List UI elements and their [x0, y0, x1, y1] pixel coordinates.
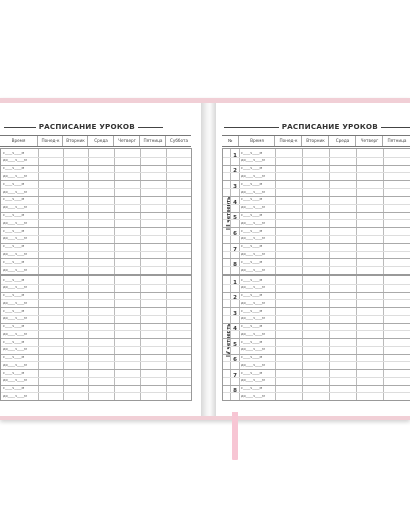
lesson-number: 3 — [233, 184, 237, 191]
row-divider — [1, 369, 191, 370]
row-divider — [1, 323, 191, 324]
header-thursday: Четверг — [113, 136, 140, 146]
header-thursday: Четверг — [355, 136, 383, 146]
time-from-field: с____ч____м — [3, 244, 25, 249]
time-from-field: с____ч____м — [3, 308, 25, 313]
left-page — [0, 103, 201, 416]
time-to-field: до____ч____м — [241, 189, 265, 194]
lesson-number: 1 — [233, 152, 237, 159]
time-to-field: до____ч____м — [3, 205, 27, 210]
right-schedule-block-q4 — [222, 275, 410, 401]
time-from-field: с____ч____м — [241, 277, 263, 282]
time-from-field: с____ч____м — [3, 259, 25, 264]
time-from-field: с____ч____м — [3, 386, 25, 390]
left-header-row — [0, 135, 191, 147]
right-page-title-wrap — [224, 122, 410, 131]
header-friday: Пятница — [139, 136, 166, 146]
row-divider — [1, 338, 191, 339]
bookmark-ribbon — [232, 412, 238, 460]
lesson-number: 5 — [233, 341, 237, 348]
time-to-field: до____ч____м — [241, 252, 265, 257]
time-to-field: до____ч____м — [3, 173, 27, 178]
title-rule — [4, 127, 36, 128]
time-from-field: с____ч____м — [3, 197, 25, 202]
time-to-field: до____ч____м — [3, 220, 27, 225]
header-wednesday: Среда — [87, 136, 114, 146]
time-to-field: до____ч____м — [3, 158, 27, 163]
title-rule — [381, 127, 410, 128]
time-to-field: до____ч____м — [241, 331, 265, 336]
time-to-field: до____ч____м — [3, 189, 27, 194]
time-from-field: с____ч____м — [3, 370, 25, 375]
left-page-title: РАСПИСАНИЕ УРОКОВ — [38, 122, 135, 131]
row-subdivider — [1, 266, 191, 267]
lesson-number: 1 — [233, 279, 237, 286]
lesson-number: 4 — [233, 199, 237, 206]
left-schedule-block-2 — [0, 275, 192, 401]
row-subdivider — [1, 315, 191, 316]
row-subdivider — [1, 204, 191, 205]
time-from-field: с____ч____м — [241, 370, 263, 375]
row-divider — [1, 165, 191, 166]
time-to-field: до____ч____м — [241, 362, 265, 367]
row-subdivider — [1, 157, 191, 158]
time-to-field: до____ч____м — [241, 173, 265, 178]
row-subdivider — [1, 361, 191, 362]
time-from-field: с____ч____м — [3, 324, 25, 328]
title-rule — [138, 127, 163, 128]
time-from-field: с____ч____м — [241, 324, 263, 328]
quarter-label-q3: III четверть — [226, 196, 232, 230]
time-from-field: с____ч____м — [241, 259, 263, 264]
header-saturday: Суббота — [165, 136, 192, 146]
left-page-title-wrap — [4, 122, 163, 131]
row-divider — [1, 212, 191, 213]
time-from-field: с____ч____м — [3, 213, 25, 217]
lesson-number: 6 — [233, 230, 237, 237]
time-to-field: до____ч____м — [3, 362, 27, 367]
title-rule — [224, 127, 279, 128]
time-to-field: до____ч____м — [241, 158, 265, 163]
row-subdivider — [1, 219, 191, 220]
time-to-field: до____ч____м — [3, 316, 27, 321]
time-from-field: с____ч____м — [241, 197, 263, 202]
row-subdivider — [1, 377, 191, 378]
lesson-number: 7 — [233, 246, 237, 253]
row-subdivider — [1, 346, 191, 347]
right-header-row — [222, 135, 410, 147]
row-divider — [1, 196, 191, 197]
time-to-field: до____ч____м — [3, 393, 27, 398]
time-from-field: с____ч____м — [3, 166, 25, 171]
time-to-field: до____ч____м — [3, 378, 27, 383]
time-from-field: с____ч____м — [241, 339, 263, 344]
header-monday: Понед-к — [274, 136, 302, 146]
lesson-number: 3 — [233, 310, 237, 317]
lesson-number: 7 — [233, 372, 237, 379]
row-subdivider — [1, 330, 191, 331]
time-from-field: с____ч____м — [241, 150, 263, 155]
row-divider — [1, 292, 191, 293]
left-schedule-block-1 — [0, 148, 192, 275]
row-subdivider — [1, 235, 191, 236]
time-from-field: с____ч____м — [241, 293, 263, 297]
header-time: Время — [11, 138, 26, 143]
row-subdivider — [1, 172, 191, 173]
time-from-field: с____ч____м — [241, 228, 263, 233]
time-to-field: до____ч____м — [3, 347, 27, 352]
time-to-field: до____ч____м — [241, 347, 265, 352]
time-from-field: с____ч____м — [241, 308, 263, 313]
time-to-field: до____ч____м — [3, 267, 27, 272]
lesson-number: 8 — [233, 262, 237, 269]
time-from-field: с____ч____м — [3, 339, 25, 344]
header-monday: Понед-к — [37, 136, 63, 146]
row-divider — [1, 385, 191, 386]
right-page — [216, 103, 410, 416]
time-from-field: с____ч____м — [3, 181, 25, 186]
time-to-field: до____ч____м — [241, 285, 265, 290]
lesson-number: 2 — [233, 295, 237, 302]
time-to-field: до____ч____м — [3, 300, 27, 305]
time-to-field: до____ч____м — [3, 252, 27, 257]
lesson-number: 5 — [233, 215, 237, 222]
header-number: № — [227, 138, 233, 143]
row-divider — [1, 307, 191, 308]
header-tuesday: Вторник — [301, 136, 329, 146]
row-divider — [1, 354, 191, 355]
lesson-number: 8 — [233, 388, 237, 395]
time-from-field: с____ч____м — [241, 181, 263, 186]
time-from-field: с____ч____м — [3, 355, 25, 359]
row-subdivider — [1, 251, 191, 252]
time-from-field: с____ч____м — [3, 150, 25, 155]
row-divider — [1, 180, 191, 181]
row-subdivider — [1, 188, 191, 189]
lesson-number: 2 — [233, 168, 237, 175]
time-to-field: до____ч____м — [3, 285, 27, 290]
time-to-field: до____ч____м — [241, 267, 265, 272]
row-subdivider — [1, 392, 191, 393]
time-to-field: до____ч____м — [241, 300, 265, 305]
time-from-field: с____ч____м — [3, 293, 25, 297]
lesson-number: 6 — [233, 357, 237, 364]
time-from-field: с____ч____м — [3, 277, 25, 282]
right-schedule-block-q3 — [222, 148, 410, 275]
quarter-label-q4: IV четверть — [226, 323, 232, 357]
row-subdivider — [1, 284, 191, 285]
time-to-field: до____ч____м — [241, 220, 265, 225]
lesson-number: 4 — [233, 326, 237, 333]
row-divider — [1, 243, 191, 244]
time-to-field: до____ч____м — [3, 331, 27, 336]
header-wednesday: Среда — [328, 136, 356, 146]
header-time: Время — [238, 136, 275, 146]
right-page-title: РАСПИСАНИЕ УРОКОВ — [281, 122, 378, 131]
header-friday: Пятница — [382, 136, 410, 146]
time-to-field: до____ч____м — [241, 205, 265, 210]
time-to-field: до____ч____м — [3, 236, 27, 241]
time-from-field: с____ч____м — [241, 355, 263, 359]
time-to-field: до____ч____м — [241, 393, 265, 398]
time-from-field: с____ч____м — [241, 386, 263, 390]
header-tuesday: Вторник — [62, 136, 88, 146]
row-divider — [1, 227, 191, 228]
book-spine-gutter — [201, 103, 216, 416]
time-from-field: с____ч____м — [3, 228, 25, 233]
row-subdivider — [1, 299, 191, 300]
time-to-field: до____ч____м — [241, 316, 265, 321]
time-from-field: с____ч____м — [241, 244, 263, 249]
row-divider — [1, 258, 191, 259]
time-to-field: до____ч____м — [241, 378, 265, 383]
time-from-field: с____ч____м — [241, 166, 263, 171]
time-to-field: до____ч____м — [241, 236, 265, 241]
time-from-field: с____ч____м — [241, 213, 263, 217]
